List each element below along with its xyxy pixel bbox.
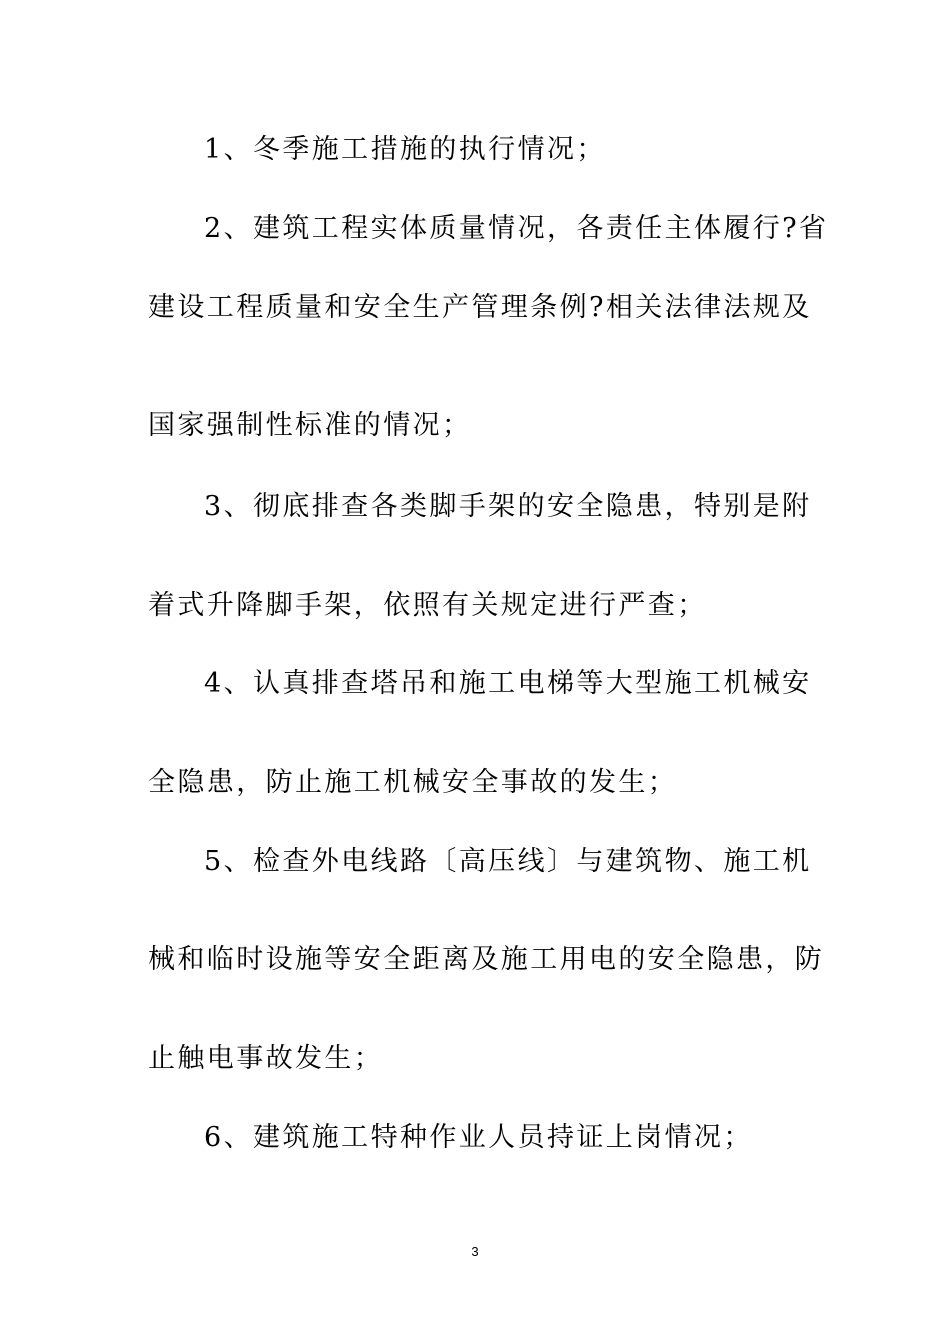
list-item-5-line-1: 5、检查外电线路〔高压线〕与建筑物、施工机 <box>204 846 812 877</box>
list-item-6-line-1: 6、建筑施工特种作业人员持证上岗情况； <box>204 1122 753 1153</box>
list-item-5-line-2: 械和临时设施等安全距离及施工用电的安全隐患，防 <box>148 944 825 975</box>
list-item-2-line-1: 2、建筑工程实体质量情况，各责任主体履行?省 <box>204 213 829 244</box>
list-item-4-line-1: 4、认真排查塔吊和施工电梯等大型施工机械安 <box>204 668 812 699</box>
list-item-3-line-1: 3、彻底排查各类脚手架的安全隐患，特别是附 <box>204 491 812 522</box>
list-item-3-line-2: 着式升降脚手架，依照有关规定进行严查； <box>148 590 707 621</box>
list-item-5-line-3: 止触电事故发生； <box>148 1043 384 1074</box>
list-item-2-line-3: 国家强制性标准的情况； <box>148 410 472 441</box>
list-item-4-line-2: 全隐患，防止施工机械安全事故的发生； <box>148 767 678 798</box>
list-item-1-line-1: 1、冬季施工措施的执行情况； <box>204 134 606 165</box>
list-item-2-line-2: 建设工程质量和安全生产管理条例?相关法律法规及 <box>148 292 812 323</box>
page-number: 3 <box>471 1244 479 1259</box>
